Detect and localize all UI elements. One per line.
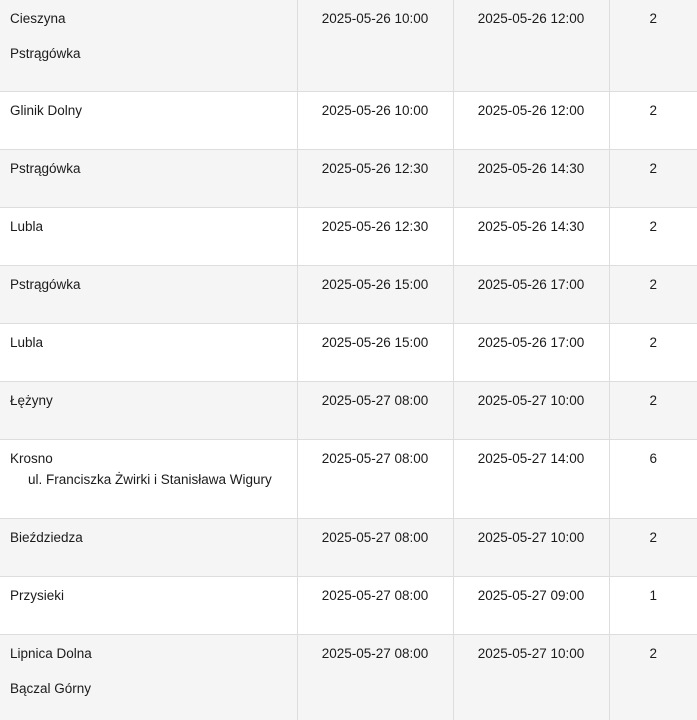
end-time-cell: 2025-05-26 14:30 bbox=[453, 207, 609, 265]
location-name: Bieździedza bbox=[10, 529, 83, 545]
end-time-cell: 2025-05-27 09:00 bbox=[453, 576, 609, 634]
location-name: Łężyny bbox=[10, 392, 53, 408]
location-name: Pstrągówka bbox=[10, 276, 81, 292]
count-cell: 1 bbox=[609, 576, 697, 634]
end-time-cell: 2025-05-26 12:00 bbox=[453, 91, 609, 149]
table-row bbox=[0, 149, 697, 207]
end-time-cell: 2025-05-27 14:00 bbox=[453, 439, 609, 518]
location-name: Lubla bbox=[10, 218, 44, 234]
locations-cell bbox=[0, 634, 297, 720]
end-time-cell: 2025-05-27 10:00 bbox=[453, 381, 609, 439]
location-name: Przysieki bbox=[10, 587, 65, 603]
location-name: Glinik Dolny bbox=[10, 102, 83, 118]
locations-cell bbox=[0, 149, 297, 207]
locations-cell bbox=[0, 439, 297, 518]
location-name: Bączal Górny bbox=[10, 680, 92, 696]
locations-cell bbox=[0, 265, 297, 323]
end-time-cell: 2025-05-27 10:00 bbox=[453, 634, 609, 720]
table-row bbox=[0, 207, 697, 265]
start-time-cell: 2025-05-26 12:30 bbox=[297, 207, 453, 265]
location-name: Krosno bbox=[10, 450, 53, 466]
count-cell: 6 bbox=[609, 439, 697, 518]
start-time-cell: 2025-05-27 08:00 bbox=[297, 634, 453, 720]
count-cell: 2 bbox=[609, 91, 697, 149]
locations-cell bbox=[0, 91, 297, 149]
end-time-cell: 2025-05-26 12:00 bbox=[453, 0, 609, 91]
count-cell: 2 bbox=[609, 265, 697, 323]
table-row bbox=[0, 0, 697, 91]
table-row bbox=[0, 381, 697, 439]
start-time-cell: 2025-05-26 10:00 bbox=[297, 91, 453, 149]
start-time-cell: 2025-05-27 08:00 bbox=[297, 576, 453, 634]
count-cell: 2 bbox=[609, 323, 697, 381]
street-name: ul. Franciszka Żwirki i Stanisława Wigury bbox=[28, 471, 272, 487]
count-cell: 2 bbox=[609, 0, 697, 91]
table-row bbox=[0, 323, 697, 381]
start-time-cell: 2025-05-27 08:00 bbox=[297, 381, 453, 439]
table-row bbox=[0, 439, 697, 518]
start-time-cell: 2025-05-26 10:00 bbox=[297, 0, 453, 91]
table-row bbox=[0, 576, 697, 634]
count-cell: 2 bbox=[609, 149, 697, 207]
locations-cell bbox=[0, 576, 297, 634]
count-cell: 2 bbox=[609, 381, 697, 439]
count-cell: 2 bbox=[609, 207, 697, 265]
table-row bbox=[0, 518, 697, 576]
location-name: Pstrągówka bbox=[10, 46, 81, 61]
end-time-cell: 2025-05-26 14:30 bbox=[453, 149, 609, 207]
start-time-cell: 2025-05-27 08:00 bbox=[297, 518, 453, 576]
count-cell: 2 bbox=[609, 518, 697, 576]
end-time-cell: 2025-05-26 17:00 bbox=[453, 323, 609, 381]
location-name: Cieszyna bbox=[10, 11, 66, 26]
locations-cell bbox=[0, 518, 297, 576]
locations-cell bbox=[0, 207, 297, 265]
table-row bbox=[0, 634, 697, 720]
count-cell: 2 bbox=[609, 634, 697, 720]
locations-cell bbox=[0, 323, 297, 381]
table-row bbox=[0, 265, 697, 323]
start-time-cell: 2025-05-26 15:00 bbox=[297, 265, 453, 323]
locations-cell bbox=[0, 381, 297, 439]
location-name: Pstrągówka bbox=[10, 160, 81, 176]
location-name: Lipnica Dolna bbox=[10, 645, 92, 661]
table-row bbox=[0, 91, 697, 149]
location-name: Lubla bbox=[10, 334, 44, 350]
end-time-cell: 2025-05-26 17:00 bbox=[453, 265, 609, 323]
start-time-cell: 2025-05-26 12:30 bbox=[297, 149, 453, 207]
end-time-cell: 2025-05-27 10:00 bbox=[453, 518, 609, 576]
start-time-cell: 2025-05-27 08:00 bbox=[297, 439, 453, 518]
start-time-cell: 2025-05-26 15:00 bbox=[297, 323, 453, 381]
locations-cell bbox=[0, 0, 297, 91]
